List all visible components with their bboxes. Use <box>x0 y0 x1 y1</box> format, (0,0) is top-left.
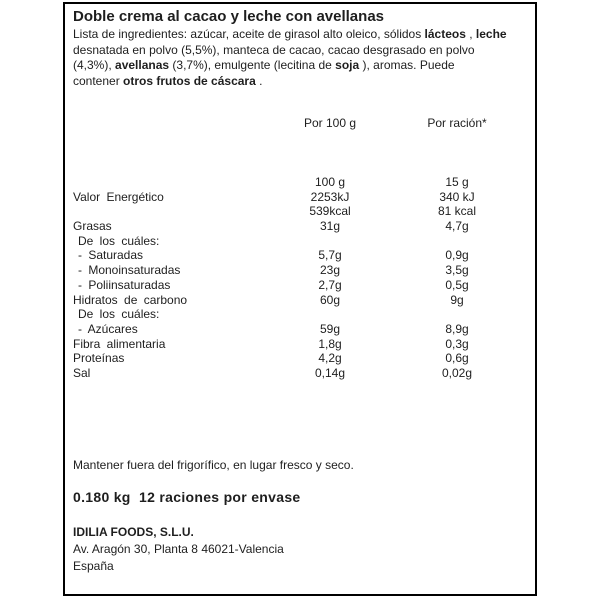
allergen-bold-text: otros frutos de cáscara <box>123 73 256 88</box>
nutrient-name: - Poliinsaturadas <box>78 277 171 292</box>
ingredients-line <box>73 43 507 59</box>
value-per-racion: 3,5g <box>445 263 469 278</box>
nutrition-table-row <box>65 248 535 263</box>
value-per-100g: 2,7g <box>318 277 342 292</box>
ingredients-text: desnatada en polvo (5,5%), manteca de cacao, cacao desgrasado en polvo <box>73 42 475 57</box>
value-per-racion: 8,9g <box>445 321 469 336</box>
net-weight-and-servings: 0.180 kg 12 raciones por envase <box>73 489 301 505</box>
nutrient-name: - Saturadas <box>78 248 144 263</box>
value-per-racion: 4,7g <box>445 219 469 234</box>
nutrition-table-row <box>65 204 535 219</box>
nutrient-name: De los cuáles: <box>78 233 160 248</box>
allergen-bold-text: soja <box>335 58 360 72</box>
value-per-100g: 23g <box>319 263 341 278</box>
value-per-racion: 0,6g <box>445 351 469 366</box>
nutrition-table-row <box>65 234 535 249</box>
nutrient-name: Hidratos de carbono <box>73 292 188 307</box>
value-per-100g: 100 g <box>314 175 346 189</box>
value-per-racion: 0,9g <box>445 248 469 263</box>
ingredients-text: contener <box>73 73 124 88</box>
value-per-100g: 60g <box>319 292 341 307</box>
ingredients-text: , <box>465 27 476 41</box>
nutrition-table-row <box>65 263 535 278</box>
nutrient-name: - Monoinsaturadas <box>78 263 181 278</box>
nutrition-table-row <box>65 293 535 308</box>
nutrition-table-row <box>65 307 535 322</box>
table-header-row <box>65 116 535 131</box>
allergen-bold-text: avellanas <box>115 58 170 72</box>
nutrition-table-row <box>65 366 535 381</box>
nutrition-table-row <box>65 175 535 190</box>
nutrition-table-row <box>65 278 535 293</box>
value-per-racion: 9g <box>450 292 464 307</box>
nutrition-table-row <box>65 322 535 337</box>
product-title: Doble crema al cacao y leche con avellanas <box>73 8 385 25</box>
nutrition-table-row <box>65 337 535 352</box>
value-per-racion: 0,3g <box>445 336 469 351</box>
manufacturer-country: España <box>73 559 114 573</box>
ingredients-text: ), aromas. Puede <box>359 58 455 72</box>
ingredients-text: (4,3%), <box>73 58 116 72</box>
manufacturer-block <box>73 524 284 575</box>
nutrient-name: Fibra alimentaria <box>73 336 166 351</box>
nutrition-label-box <box>63 2 537 596</box>
ingredients-text: . <box>255 73 263 88</box>
value-per-100g: 0,14g <box>314 365 346 380</box>
value-per-racion: 15 g <box>445 175 469 189</box>
value-per-100g: 2253kJ <box>310 189 350 204</box>
ingredients-line <box>73 74 507 90</box>
value-per-100g: 1,8g <box>318 336 342 351</box>
value-per-100g: 5,7g <box>318 248 342 263</box>
ingredients-text: (3,7%), emulgente (lecitina de <box>169 58 336 72</box>
nutrient-name: De los cuáles: <box>78 307 160 322</box>
value-per-100g: 539kcal <box>309 204 351 219</box>
ingredients-line <box>73 58 507 74</box>
ingredients-text: Lista de ingredientes: azúcar, aceite de girasol alto oleico, sólidos <box>73 27 425 41</box>
nutrient-name: Grasas <box>73 219 112 234</box>
allergen-bold-text: leche <box>475 27 507 41</box>
nutrient-name: Proteínas <box>73 351 125 366</box>
value-per-racion: 0,02g <box>441 365 473 380</box>
value-per-100g: 59g <box>319 321 341 336</box>
value-per-racion: 340 kJ <box>439 189 475 204</box>
storage-instructions: Mantener fuera del frigorífico, en lugar fresco y seco. <box>73 458 354 472</box>
value-per-racion: 81 kcal <box>437 204 477 219</box>
nutrient-name: Valor Energético <box>73 189 164 204</box>
nutrition-table-row <box>65 190 535 205</box>
value-per-100g: 4,2g <box>318 351 342 366</box>
value-per-100g: 31g <box>319 219 341 234</box>
allergen-bold-text: lácteos <box>424 27 466 41</box>
manufacturer-address: Av. Aragón 30, Planta 8 46021-Valencia <box>73 542 284 556</box>
value-per-racion: 0,5g <box>445 277 469 292</box>
ingredients-line <box>73 27 507 43</box>
ingredients-paragraph <box>73 27 507 89</box>
nutrition-table-row <box>65 351 535 366</box>
per-racion-column-header: Por ración* <box>427 116 487 130</box>
nutrient-name: - Azúcares <box>78 321 138 336</box>
nutrition-table-row <box>65 219 535 234</box>
nutrition-table <box>65 175 535 381</box>
per-100g-column-header: Por 100 g <box>303 116 357 130</box>
manufacturer-name: IDILIA FOODS, S.L.U. <box>73 525 194 539</box>
nutrient-name: Sal <box>73 365 91 380</box>
